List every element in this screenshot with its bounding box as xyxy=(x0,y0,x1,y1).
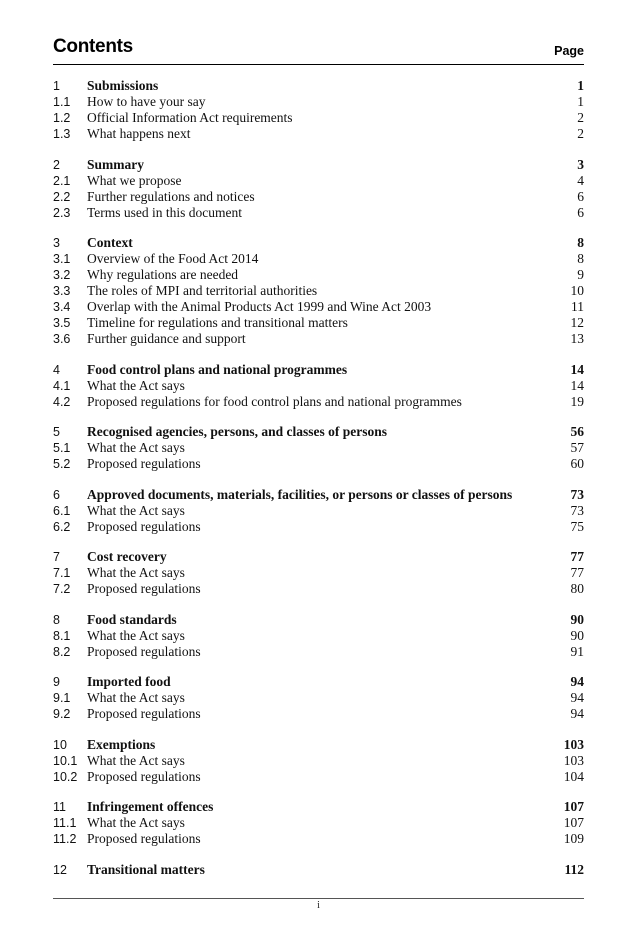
entry-num: 7.2 xyxy=(53,582,71,596)
entry-page: 6 xyxy=(577,188,584,204)
section-page: 90 xyxy=(570,611,584,627)
entry-num: 2.2 xyxy=(53,189,71,204)
toc-section xyxy=(53,235,584,347)
entry-page: 109 xyxy=(563,831,584,846)
entry-num: 6.2 xyxy=(53,519,71,534)
entry-title: Proposed regulations xyxy=(87,831,201,846)
entry-title: How to have your say xyxy=(87,94,206,109)
section-page: 103 xyxy=(563,736,584,752)
entry-title: What the Act says xyxy=(87,752,185,768)
toc-section xyxy=(53,78,584,142)
toc-entry[interactable] xyxy=(53,815,584,831)
entry-page: 10 xyxy=(570,283,584,298)
entry-page: 2 xyxy=(577,126,584,141)
section-title: Recognised agencies, persons, and classes of persons xyxy=(87,424,388,439)
toc-section xyxy=(53,674,584,722)
section-title: Imported food xyxy=(87,674,171,689)
section-num: 5 xyxy=(53,425,60,439)
page-column-label: Page xyxy=(554,44,584,58)
toc-section-heading[interactable] xyxy=(53,157,584,173)
section-title: Food control plans and national programmes xyxy=(87,361,348,377)
entry-page: 4 xyxy=(577,172,584,188)
section-page: 3 xyxy=(577,156,584,172)
entry-num: 1.3 xyxy=(53,127,71,141)
section-num: 11 xyxy=(53,800,66,814)
entry-page: 104 xyxy=(563,768,584,784)
toc-section-heading[interactable] xyxy=(53,549,584,565)
toc-section xyxy=(53,862,584,878)
entry-num: 6.1 xyxy=(53,503,71,518)
toc-entry[interactable] xyxy=(53,503,584,519)
toc-section xyxy=(53,612,584,660)
section-page: 14 xyxy=(570,361,584,377)
section-page: 56 xyxy=(570,424,584,439)
toc-entry[interactable] xyxy=(53,94,584,110)
entry-title: Proposed regulations xyxy=(87,768,201,784)
toc-section xyxy=(53,737,584,785)
entry-num: 3.3 xyxy=(53,284,71,298)
toc-entry[interactable] xyxy=(53,251,584,267)
entry-page: 94 xyxy=(570,706,584,721)
toc-section-heading[interactable] xyxy=(53,78,584,94)
section-page: 8 xyxy=(577,235,584,250)
section-num: 3 xyxy=(53,236,60,250)
section-num: 4 xyxy=(53,362,60,377)
toc-entry[interactable] xyxy=(53,173,584,189)
entry-title: Overlap with the Animal Products Act 1999 and Wine Act 2003 xyxy=(87,299,432,314)
entry-num: 3.5 xyxy=(53,316,71,330)
toc-section xyxy=(53,362,584,410)
toc-entry[interactable] xyxy=(53,394,584,410)
entry-page: 94 xyxy=(570,690,584,705)
footer-divider xyxy=(53,898,584,899)
section-title: Exemptions xyxy=(87,736,156,752)
toc-section xyxy=(53,799,584,847)
toc-entry[interactable] xyxy=(53,110,584,126)
entry-page: 103 xyxy=(563,752,584,768)
entry-num: 1.1 xyxy=(53,95,71,109)
section-title: Food standards xyxy=(87,611,177,627)
entry-title: What the Act says xyxy=(87,377,185,393)
entry-page: 60 xyxy=(570,456,584,471)
entry-title: What happens next xyxy=(87,126,191,141)
entry-title: What the Act says xyxy=(87,440,185,455)
entry-title: Further regulations and notices xyxy=(87,188,255,204)
entry-page: 107 xyxy=(563,815,584,830)
entry-title: What the Act says xyxy=(87,565,185,580)
toc-section xyxy=(53,487,584,535)
entry-page: 1 xyxy=(577,94,584,109)
toc-entry[interactable] xyxy=(53,126,584,142)
entry-title: What the Act says xyxy=(87,815,185,830)
entry-title: Official Information Act requirements xyxy=(87,110,293,125)
entry-page: 77 xyxy=(570,565,584,580)
entry-page: 9 xyxy=(577,267,584,282)
entry-title: Why regulations are needed xyxy=(87,267,239,282)
section-num: 6 xyxy=(53,487,60,502)
section-num: 10 xyxy=(53,737,67,752)
entry-page: 19 xyxy=(570,393,584,409)
entry-page: 12 xyxy=(570,315,584,330)
entry-num: 10.1 xyxy=(53,753,78,768)
table-of-contents xyxy=(53,78,584,892)
entry-title: What the Act says xyxy=(87,502,185,518)
toc-entry[interactable] xyxy=(53,267,584,283)
entry-num: 7.1 xyxy=(53,566,71,580)
section-num: 7 xyxy=(53,550,60,564)
entry-title: Overview of the Food Act 2014 xyxy=(87,251,259,266)
entry-num: 3.4 xyxy=(53,300,71,314)
entry-title: Timeline for regulations and transitional matters xyxy=(87,315,348,330)
entry-title: Proposed regulations xyxy=(87,456,201,471)
entry-num: 5.2 xyxy=(53,457,71,471)
toc-section-heading[interactable] xyxy=(53,674,584,690)
entry-title: What we propose xyxy=(87,172,182,188)
section-num: 2 xyxy=(53,157,60,172)
entry-page: 8 xyxy=(577,251,584,266)
section-page: 77 xyxy=(570,549,584,564)
entry-num: 8.1 xyxy=(53,628,71,643)
footer-page-number: i xyxy=(317,900,320,911)
entry-page: 14 xyxy=(570,377,584,393)
toc-entry[interactable] xyxy=(53,456,584,472)
entry-num: 9.1 xyxy=(53,691,71,705)
toc-entry[interactable] xyxy=(53,205,584,221)
entry-page: 90 xyxy=(570,627,584,643)
entry-num: 3.6 xyxy=(53,332,71,346)
toc-entry[interactable] xyxy=(53,581,584,597)
entry-page: 2 xyxy=(577,110,584,125)
entry-title: Proposed regulations xyxy=(87,518,201,534)
entry-page: 6 xyxy=(577,204,584,220)
entry-page: 75 xyxy=(570,518,584,534)
entry-title: What the Act says xyxy=(87,627,185,643)
toc-section-heading[interactable] xyxy=(53,362,584,378)
entry-title: Proposed regulations xyxy=(87,643,201,659)
section-title: Cost recovery xyxy=(87,549,167,564)
section-title: Context xyxy=(87,235,133,250)
toc-entry[interactable] xyxy=(53,331,584,347)
toc-entry[interactable] xyxy=(53,644,584,660)
section-num: 9 xyxy=(53,675,60,689)
section-num: 8 xyxy=(53,612,60,627)
entry-page: 91 xyxy=(570,643,584,659)
entry-num: 1.2 xyxy=(53,111,71,125)
entry-num: 4.2 xyxy=(53,394,71,409)
toc-section-heading[interactable] xyxy=(53,235,584,251)
entry-num: 2.1 xyxy=(53,173,71,188)
toc-entry[interactable] xyxy=(53,519,584,535)
section-page: 1 xyxy=(577,78,584,93)
toc-section-heading[interactable] xyxy=(53,862,584,878)
entry-num: 5.1 xyxy=(53,441,71,455)
toc-section xyxy=(53,157,584,221)
section-num: 1 xyxy=(53,79,60,93)
section-page: 94 xyxy=(570,674,584,689)
toc-section-heading[interactable] xyxy=(53,487,584,503)
toc-entry[interactable] xyxy=(53,378,584,394)
entry-num: 2.3 xyxy=(53,205,71,220)
entry-num: 11.2 xyxy=(53,832,77,846)
entry-num: 8.2 xyxy=(53,644,71,659)
entry-num: 4.1 xyxy=(53,378,71,393)
entry-title: Proposed regulations xyxy=(87,706,201,721)
toc-entry[interactable] xyxy=(53,628,584,644)
toc-section xyxy=(53,424,584,472)
entry-page: 13 xyxy=(570,331,584,346)
section-title: Approved documents, materials, facilities, or persons or classes of persons xyxy=(87,486,513,502)
toc-entry[interactable] xyxy=(53,299,584,315)
toc-entry[interactable] xyxy=(53,440,584,456)
toc-entry[interactable] xyxy=(53,690,584,706)
toc-entry[interactable] xyxy=(53,769,584,785)
toc-entry[interactable] xyxy=(53,565,584,581)
toc-section-heading[interactable] xyxy=(53,612,584,628)
toc-entry[interactable] xyxy=(53,753,584,769)
section-page: 107 xyxy=(563,799,584,814)
section-num: 12 xyxy=(53,862,67,877)
toc-entry[interactable] xyxy=(53,315,584,331)
entry-title: Terms used in this document xyxy=(87,204,243,220)
entry-num: 3.1 xyxy=(53,252,71,266)
toc-section-heading[interactable] xyxy=(53,799,584,815)
entry-page: 80 xyxy=(570,581,584,596)
section-title: Infringement offences xyxy=(87,799,214,814)
entry-title: The roles of MPI and territorial authorities xyxy=(87,283,318,298)
contents-header xyxy=(53,36,584,65)
entry-title: Proposed regulations for food control plans and national programmes xyxy=(87,393,462,409)
entry-page: 57 xyxy=(570,440,584,455)
section-title: Submissions xyxy=(87,78,159,93)
toc-entry[interactable] xyxy=(53,831,584,847)
entry-title: Proposed regulations xyxy=(87,581,201,596)
toc-entry[interactable] xyxy=(53,706,584,722)
entry-num: 3.2 xyxy=(53,268,71,282)
entry-title: Further guidance and support xyxy=(87,331,246,346)
entry-title: What the Act says xyxy=(87,690,185,705)
section-title: Transitional matters xyxy=(87,861,205,877)
section-page: 73 xyxy=(570,486,584,502)
entry-num: 10.2 xyxy=(53,769,78,784)
toc-section-heading[interactable] xyxy=(53,424,584,440)
entry-num: 9.2 xyxy=(53,707,71,721)
toc-entry[interactable] xyxy=(53,189,584,205)
contents-title: Contents xyxy=(53,36,133,57)
section-page: 112 xyxy=(564,861,584,877)
toc-section xyxy=(53,549,584,597)
entry-page: 73 xyxy=(570,502,584,518)
entry-num: 11.1 xyxy=(53,816,77,830)
toc-entry[interactable] xyxy=(53,283,584,299)
section-title: Summary xyxy=(87,156,144,172)
toc-section-heading[interactable] xyxy=(53,737,584,753)
entry-page: 11 xyxy=(571,299,584,314)
